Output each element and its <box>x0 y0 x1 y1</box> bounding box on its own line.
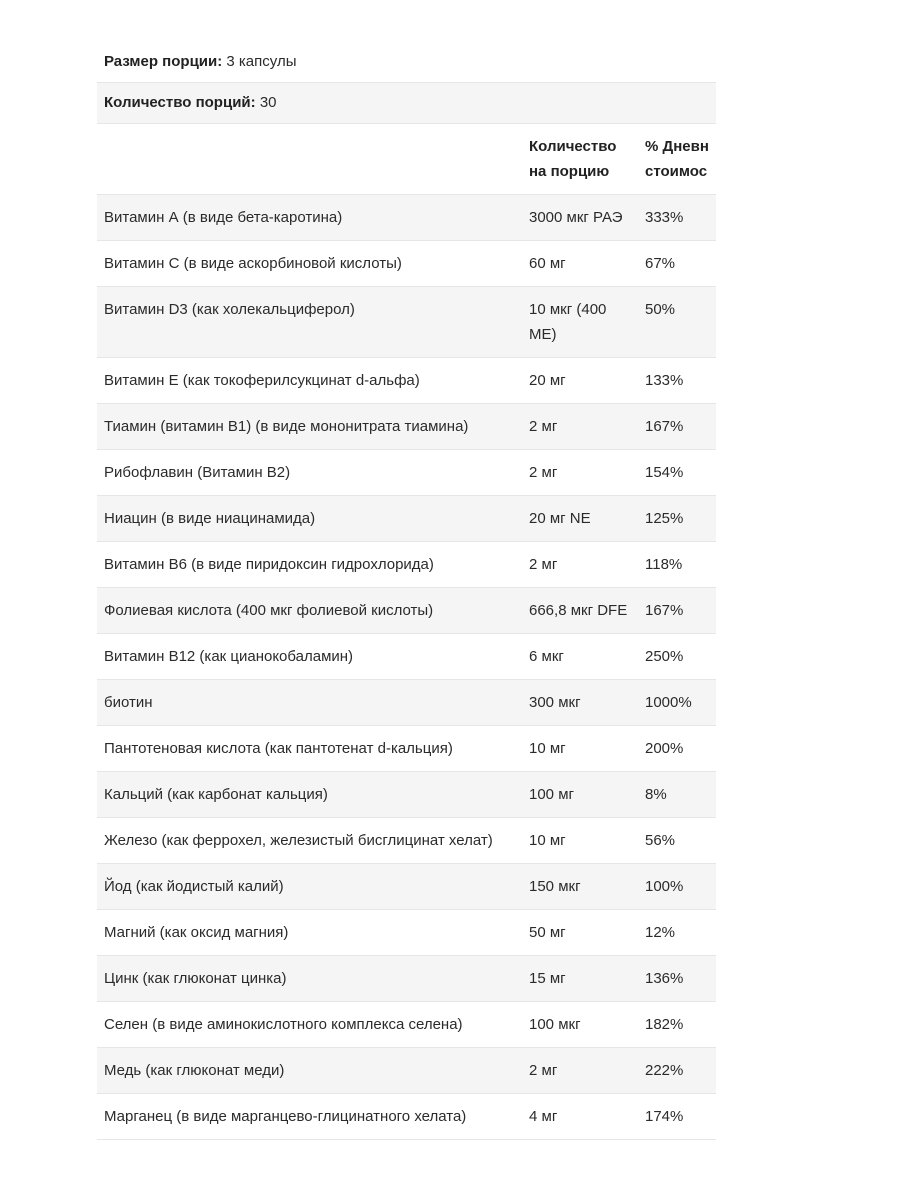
nutrient-daily-value: 182% <box>645 1016 684 1033</box>
nutrient-name: Витамин D3 (как холекальциферол) <box>104 301 355 318</box>
nutrient-amount: 10 мкг (400 МЕ) <box>529 301 607 343</box>
table-row <box>97 241 716 287</box>
nutrient-name: Витамин А (в виде бета-каротина) <box>104 209 343 226</box>
nutrient-daily-value: 67% <box>645 255 676 272</box>
nutrient-daily-value: 1000% <box>645 694 692 711</box>
nutrient-daily-value: 133% <box>645 372 684 389</box>
nutrient-rows <box>97 195 716 1140</box>
nutrient-name: Витамин Е (как токоферилсукцинат d-альфа) <box>104 372 420 389</box>
header-dv-line2: стоимос <box>645 163 708 180</box>
servings-count <box>97 83 284 123</box>
nutrient-name: Марганец (в виде марганцево-глицинатного хелата) <box>104 1108 467 1125</box>
serving-size <box>97 42 303 82</box>
nutrient-name: Селен (в виде аминокислотного комплекса селена) <box>104 1016 463 1033</box>
nutrient-name: Фолиевая кислота (400 мкг фолиевой кислоты) <box>104 602 434 619</box>
nutrient-name: Йод (как йодистый калий) <box>104 878 284 895</box>
header-amount-line1: Количество <box>529 138 617 155</box>
table-row <box>97 1048 716 1094</box>
table-row <box>97 772 716 818</box>
nutrient-daily-value: 154% <box>645 464 684 481</box>
servings-count-value: 30 <box>259 94 277 111</box>
table-row <box>97 726 716 772</box>
nutrient-name: Кальций (как карбонат кальция) <box>104 786 328 803</box>
nutrient-daily-value: 136% <box>645 970 684 987</box>
nutrient-amount: 3000 мкг РАЭ <box>529 209 623 226</box>
nutrient-amount: 300 мкг <box>529 694 581 711</box>
nutrient-amount: 20 мг NE <box>529 510 591 527</box>
nutrient-daily-value: 8% <box>645 786 667 803</box>
nutrient-daily-value: 100% <box>645 878 684 895</box>
nutrient-amount: 2 мг <box>529 418 558 435</box>
header-daily-value <box>638 124 716 194</box>
table-row <box>97 287 716 358</box>
nutrient-name: Рибофлавин (Витамин B2) <box>104 464 291 481</box>
nutrient-daily-value: 250% <box>645 648 684 665</box>
nutrient-amount: 50 мг <box>529 924 566 941</box>
table-row <box>97 542 716 588</box>
table-row <box>97 358 716 404</box>
table-row <box>97 818 716 864</box>
serving-size-label: Размер порции: <box>104 53 223 70</box>
nutrient-name: биотин <box>104 694 153 711</box>
nutrient-amount: 2 мг <box>529 1062 558 1079</box>
nutrient-daily-value: 125% <box>645 510 684 527</box>
nutrient-amount: 10 мг <box>529 740 566 757</box>
nutrient-amount: 100 мг <box>529 786 574 803</box>
nutrient-amount: 2 мг <box>529 556 558 573</box>
nutrient-daily-value: 333% <box>645 209 684 226</box>
nutrient-daily-value: 50% <box>645 301 676 318</box>
nutrient-name: Витамин С (в виде аскорбиновой кислоты) <box>104 255 402 272</box>
table-row <box>97 956 716 1002</box>
serving-size-value: 3 капсулы <box>226 53 297 70</box>
nutrient-amount: 4 мг <box>529 1108 558 1125</box>
header-amount <box>522 124 638 194</box>
table-row <box>97 496 716 542</box>
nutrient-daily-value: 118% <box>645 556 683 573</box>
table-row <box>97 864 716 910</box>
nutrient-name: Тиамин (витамин B1) (в виде мононитрата тиамина) <box>104 418 469 435</box>
nutrient-name: Магний (как оксид магния) <box>104 924 289 941</box>
nutrient-daily-value: 200% <box>645 740 684 757</box>
nutrient-daily-value: 222% <box>645 1062 684 1079</box>
table-row <box>97 588 716 634</box>
nutrient-amount: 150 мкг <box>529 878 581 895</box>
servings-count-row <box>97 83 716 124</box>
nutrient-daily-value: 167% <box>645 418 684 435</box>
table-row <box>97 450 716 496</box>
nutrient-name: Ниацин (в виде ниацинамида) <box>104 510 316 527</box>
nutrient-name: Железо (как феррохел, железистый бисглицинат хелат) <box>104 832 493 849</box>
header-dv-line1: % Дневн <box>645 138 709 155</box>
nutrient-name: Пантотеновая кислота (как пантотенат d-кальция) <box>104 740 453 757</box>
nutrient-daily-value: 167% <box>645 602 684 619</box>
nutrient-name: Цинк (как глюконат цинка) <box>104 970 287 987</box>
nutrient-amount: 60 мг <box>529 255 566 272</box>
nutrient-name: Витамин B6 (в виде пиридоксин гидрохлорида) <box>104 556 434 573</box>
nutrient-daily-value: 174% <box>645 1108 684 1125</box>
nutrient-name: Медь (как глюконат меди) <box>104 1062 285 1079</box>
serving-size-row <box>97 42 716 83</box>
nutrient-amount: 100 мкг <box>529 1016 581 1033</box>
header-amount-line2: на порцию <box>529 163 610 180</box>
supplement-facts-table <box>97 42 716 1140</box>
nutrient-daily-value: 56% <box>645 832 676 849</box>
servings-count-label: Количество порций: <box>104 94 256 111</box>
nutrient-amount: 10 мг <box>529 832 566 849</box>
nutrient-amount: 2 мг <box>529 464 558 481</box>
table-row <box>97 680 716 726</box>
table-row <box>97 1002 716 1048</box>
header-name <box>97 124 522 194</box>
table-row <box>97 910 716 956</box>
nutrient-amount: 666,8 мкг DFE <box>529 602 628 619</box>
nutrient-amount: 6 мкг <box>529 648 564 665</box>
nutrient-daily-value: 12% <box>645 924 676 941</box>
table-row <box>97 404 716 450</box>
table-row <box>97 195 716 241</box>
nutrient-name: Витамин B12 (как цианокобаламин) <box>104 648 354 665</box>
table-row <box>97 634 716 680</box>
nutrient-amount: 15 мг <box>529 970 566 987</box>
table-row <box>97 1094 716 1140</box>
nutrient-amount: 20 мг <box>529 372 566 389</box>
table-header-row <box>97 124 716 195</box>
